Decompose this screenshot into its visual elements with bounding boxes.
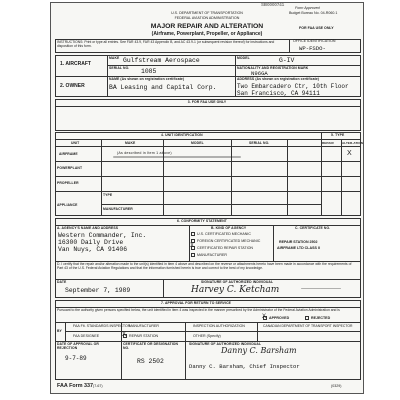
section-type: 5. TYPE xyxy=(331,133,345,137)
appliance-type-label: TYPE xyxy=(103,193,113,197)
conformity-date-label: DATE xyxy=(57,280,67,284)
approved-option: APPROVED xyxy=(269,316,290,320)
agency-line-2: 16300 Daily Drive xyxy=(58,239,124,246)
instructions: INSTRUCTIONS: Print or type all entries. See FAR 43.9, FAR 43 Appendix B, and AC 43.9-1 (or subsequent revision thereof) for instructions and disposition of this form. xyxy=(57,40,275,48)
approval-name: Danny C. Barsham, Chief Inspector xyxy=(189,363,300,370)
approval-text: Pursuant to the authority given persons specified below, the unit identified in item 4 was inspected in the manner prescribed by the Administrator of the Federal Aviation Administration and is xyxy=(57,308,340,312)
footer-rev: (7-67) xyxy=(93,384,103,388)
approval-faa-fs: FAA Flt. STANDARDS INSPECTOR xyxy=(73,324,131,328)
kind-foreign-mechanic: FOREIGN CERTIFICATED MECHANIC xyxy=(197,239,261,243)
aircraft-nationality: N96GA xyxy=(251,70,268,77)
approval-repair-station: REPAIR STATION xyxy=(129,334,159,338)
form-approved: Form Approved xyxy=(295,6,320,10)
section-owner: 2. OWNER xyxy=(60,83,85,89)
form-title: MAJOR REPAIR AND ALTERATION xyxy=(150,23,264,30)
section-conformity: 6. CONFORMITY STATEMENT xyxy=(177,219,227,223)
faa-form-337-page: SB0000741 U.S. DEPARTMENT OF TRANSPORTATION FEDERAL AVIATION ADMINISTRATION MAJOR REPAIR AND ALTERATION (Airframe, Powerplant, Propeller, or Appliance) Form Approved Budget Bureau No. 04-R060.1 INSTRUCTIONS: Print or type all entries. See FAR 43.9, FAR 43 Appendix B, and AC 43.9-1 (or subsequent revision thereof) for instructions and disposition of this form. FOR FAA USE ONLY OFFICE IDENTIFICATION WP-FSDO- 1. AIRCRAFT MAKE Gulfstream Aerospace MODEL G-IV SERIAL NO. 1085 NATIONALITY AND REGISTRATION MARK N96GA 2. OWNER NAME (As shown on registration certificate) BA Leasing and Capital Corp. ADDRESS (As shown on registration certificate) Two Embarcadero Ctr, 10th Floor San Francisco, CA 94111 3. FOR FAA USE ONLY 4. UNIT IDENTIFICATION 5. TYPE UNIT MAKE MODEL SERIAL NO. REPAIR ALTER-ATION AIRFRAME (As described in Item 1 above) X POWERPLANT PROPELLER APPLIANCE TYPE MANUFACTURER 6. CONFORMITY STATEMENT A. AGENCY'S NAME AND ADDRESS Western Commander, Inc. 16300 Daily Drive Van Nuys, CA 91406 B. KIND OF AGENCY X U.S. CERTIFICATED MECHANIC FOREIGN CERTIFICATED MECHANIC CERTIFICATED REPAIR STATION MANUFACTURER C. CERTIFICATE NO. REPAIR STATION 2502 AIRFRAME LTD CLASS II D. I certify that the repair and/or alteration made to the unit(s) identified in item 4 above and described on the reverse or attachments hereto have been made in accordance with the requirements of Part 43 of the U.S. Federal Aviation Regulations and that the information furnished herein is true and correct to the best of my knowledge. DATE September 7, 1989 SIGNATURE OF AUTHORIZED INDIVIDUAL Harvey C. Ketcham 7. APPROVAL FOR RETURN TO SERVICE Pursuant to the authority given persons specified below, the unit identified in item 4 was inspected in the manner prescribed by the Administrator of the Federal Aviation Administration and is X APPROVED REJECTED BY FAA Flt. STANDARDS INSPECTOR FAA DESIGNEE MANUFACTURER REPAIR STATION X INSPECTION AUTHORIZATION OTHER (Specify) CANADIAN DEPARTMENT OF TRANSPORT INSPECTOR DATE OF APPROVAL OR REJECTION 9-7-89 CERTIFICATE OR DESIGNATION NO. RS 2502 SIGNATURE OF AUTHORIZED INDIVIDUAL Danny C. Barsham Danny C. Barsham, Chief Inspector FAA Form 337 (7-67) (0329) xyxy=(50,2,364,394)
kind-manufacturer: MANUFACTURER xyxy=(197,253,227,257)
conformity-sig-label: SIGNATURE OF AUTHORIZED INDIVIDUAL xyxy=(201,280,274,284)
approval-other: OTHER (Specify) xyxy=(193,334,221,338)
approval-date-label: DATE OF APPROVAL OR REJECTION xyxy=(57,342,99,350)
kind-of-agency-label: B. KIND OF AGENCY xyxy=(211,226,247,230)
unit-appliance: APPLIANCE xyxy=(57,203,78,207)
owner-address-label: ADDRESS (As shown on registration certificate) xyxy=(237,77,320,81)
approval-cert-label: CERTIFICATE OR DESIGNATION NO. xyxy=(123,342,179,350)
certificate-line-2: AIRFRAME LTD CLASS II xyxy=(277,246,320,250)
office-id-value: WP-FSDO- xyxy=(299,45,326,52)
col-make: MAKE xyxy=(125,141,136,145)
agency-line-1: Western Commander, Inc. xyxy=(58,232,147,239)
section-aircraft: 1. AIRCRAFT xyxy=(60,61,91,67)
nationality-label: NATIONALITY AND REGISTRATION MARK xyxy=(237,66,309,70)
certificate-no-label: C. CERTIFICATE NO. xyxy=(295,226,331,230)
kind-repair-station: CERTIFICATED REPAIR STATION xyxy=(197,246,253,250)
airframe-alteration-mark: X xyxy=(347,150,352,157)
unit-propeller: PROPELLER xyxy=(57,181,79,185)
conformity-signature: Harvey C. Ketcham xyxy=(191,285,280,295)
approval-cert: RS 2502 xyxy=(137,358,164,365)
footer-form: FAA Form 337 xyxy=(57,383,94,389)
office-id-label: OFFICE IDENTIFICATION xyxy=(293,39,336,43)
model-label: MODEL xyxy=(237,56,250,60)
aircraft-make: Gulfstream Aerospace xyxy=(123,57,200,64)
col-alteration: ALTER-ATION xyxy=(342,141,363,145)
approval-signature: Danny C. Barsham xyxy=(221,346,297,355)
approval-faa-designee: FAA DESIGNEE xyxy=(73,334,100,338)
owner-name: BA Leasing and Capital Corp. xyxy=(109,84,217,91)
form-subtitle: (Airframe, Powerplant, Propeller, or Appliance) xyxy=(151,31,263,37)
col-repair: REPAIR xyxy=(322,141,334,145)
approval-sig-label: SIGNATURE OF AUTHORIZED INDIVIDUAL xyxy=(189,342,262,346)
serial-label: SERIAL NO. xyxy=(109,66,130,70)
airframe-note: (As described in Item 1 above) xyxy=(117,151,172,155)
conformity-date: September 7, 1989 xyxy=(65,287,131,294)
owner-name-label: NAME (As shown on registration certificate) xyxy=(109,77,185,81)
section-unit-id: 4. UNIT IDENTIFICATION xyxy=(161,133,203,137)
appliance-manufacturer-label: MANUFACTURER xyxy=(103,207,133,211)
unit-powerplant: POWERPLANT xyxy=(57,166,83,170)
approval-manufacturer: MANUFACTURER xyxy=(129,324,159,328)
budget-bureau: Budget Bureau No. 04-R060.1 xyxy=(289,11,338,15)
conformity-statement: D. I certify that the repair and/or alteration made to the unit(s) identified in item 4 above and described on the reverse or attachments hereto have been made in accordance with the requirements of Part 43 of the U.S. Federal Aviation Regulations and that the information furnished herein is true and correct to the best of my knowledge. xyxy=(57,262,352,270)
section-approval: 7. APPROVAL FOR RETURN TO SERVICE xyxy=(161,301,231,305)
unit-airframe: AIRFRAME xyxy=(59,152,78,156)
approval-inspection-auth: INSPECTION AUTHORIZATION xyxy=(193,324,245,328)
owner-address-1: Two Embarcadero Ctr, 10th Floor xyxy=(237,83,349,90)
kind-us-mechanic: U.S. CERTIFICATED MECHANIC xyxy=(197,232,251,236)
col-serial: SERIAL NO. xyxy=(249,141,270,145)
agency-line-3: Van Nuys, CA 91406 xyxy=(58,246,128,253)
header-agency: FEDERAL AVIATION ADMINISTRATION xyxy=(174,16,240,20)
make-label: MAKE xyxy=(109,56,120,60)
approval-by-label: BY xyxy=(57,329,62,333)
section-faa-use: 3. FOR FAA USE ONLY xyxy=(187,100,227,104)
aircraft-serial: 1085 xyxy=(141,68,157,75)
faa-use-only: FOR FAA USE ONLY xyxy=(299,26,334,30)
approval-date: 9-7-89 xyxy=(65,355,87,362)
approval-canada: CANADIAN DEPARTMENT OF TRANSPORT INSPECTOR xyxy=(263,324,353,328)
aircraft-model: G-IV xyxy=(279,57,295,64)
col-model: MODEL xyxy=(191,141,204,145)
owner-address-2: San Francisco, CA 94111 xyxy=(237,90,320,97)
certificate-line-1: REPAIR STATION 2502 xyxy=(279,240,318,244)
footer-code: (0329) xyxy=(331,384,342,388)
col-unit: UNIT xyxy=(71,141,80,145)
agency-label: A. AGENCY'S NAME AND ADDRESS xyxy=(57,226,119,230)
rejected-option: REJECTED xyxy=(311,316,331,320)
document-stamp: SB0000741 xyxy=(261,2,285,7)
header-dept: U.S. DEPARTMENT OF TRANSPORTATION xyxy=(171,11,243,15)
kind-repair-station-mark: X xyxy=(190,243,195,249)
